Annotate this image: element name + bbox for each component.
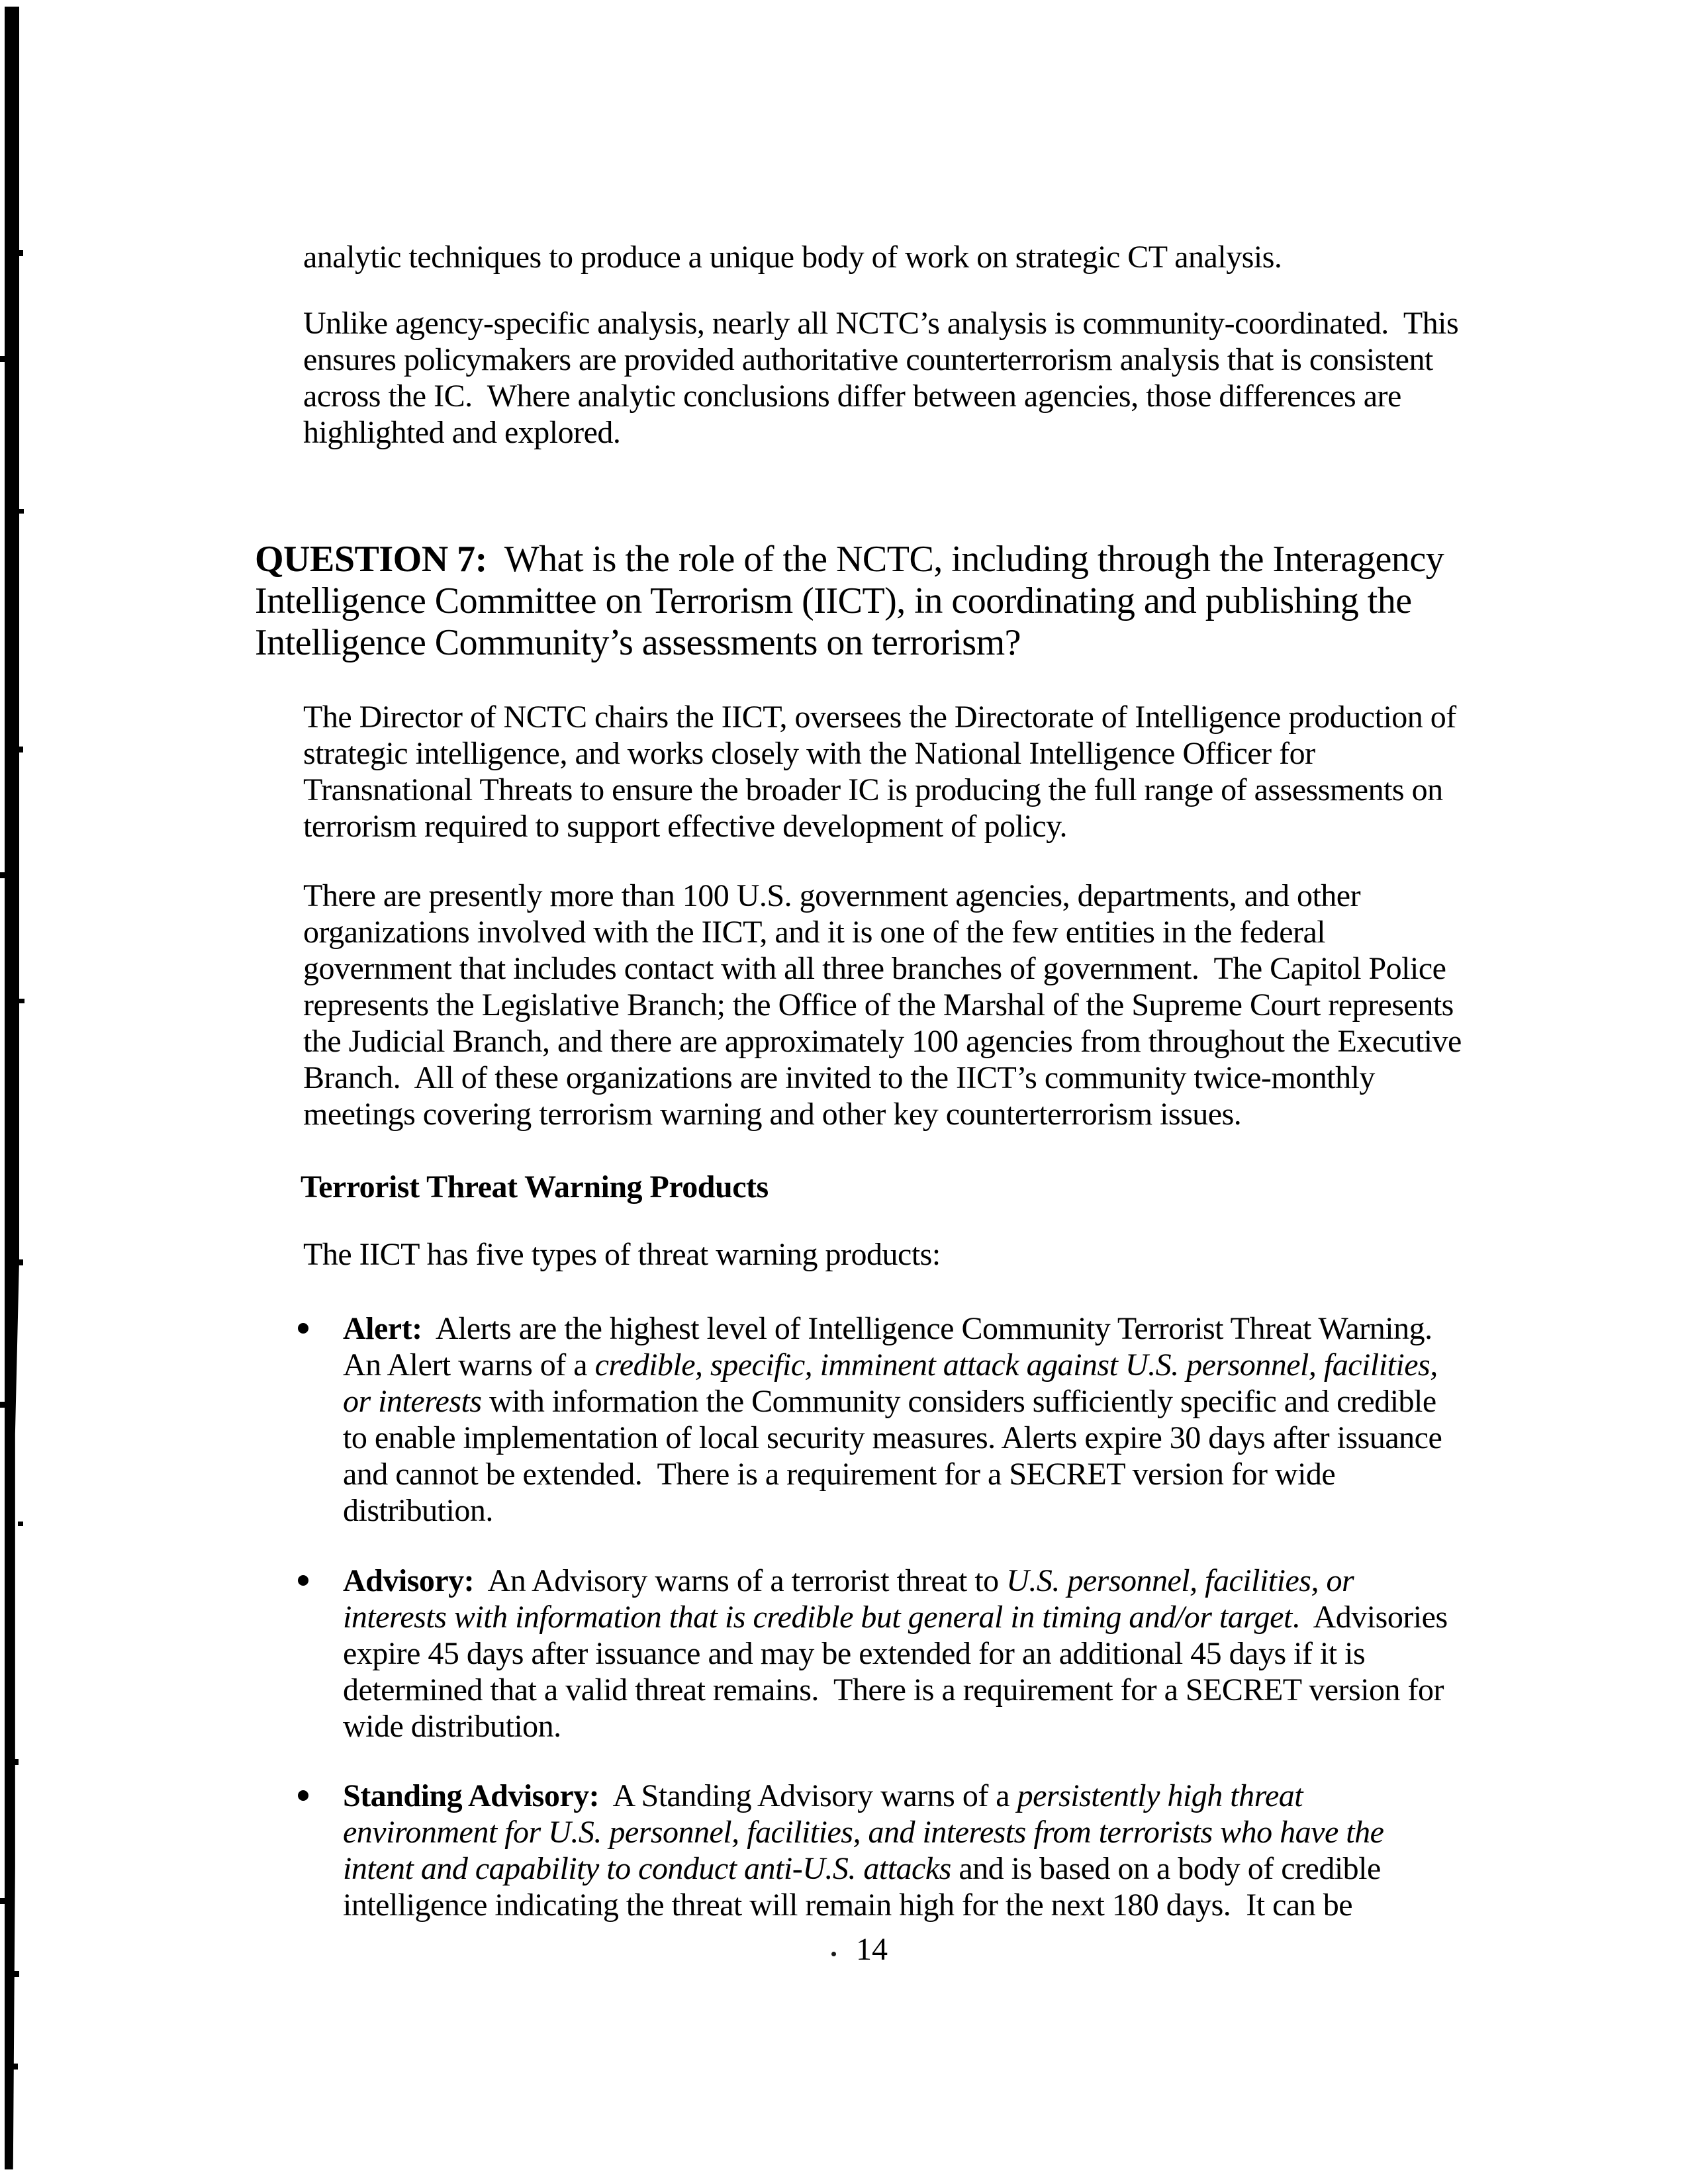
text-line: Alert: Alerts are the highest level of Intelligence Community Terrorist Threat Warning. [343,1311,1432,1346]
page-number: 14 [856,1932,888,1967]
text-line: Terrorist Threat Warning Products [301,1169,769,1205]
text-line: An Alert warns of a credible, specific, imminent attack against U.S. personnel, facilities, [343,1347,1438,1383]
bullet-text-standing-advisory [343,1778,1508,1923]
text-line: represents the Legislative Branch; the Office of the Marshal of the Supreme Court represents [303,987,1454,1023]
bullet-icon [298,1790,308,1801]
text-line: across the IC. Where analytic conclusions differ between agencies, those differences are [303,379,1401,414]
text-line: Advisory: An Advisory warns of a terrorist threat to U.S. personnel, facilities, or [343,1563,1354,1598]
text-line: environment for U.S. personnel, facilities, and interests from terrorists who have the [343,1815,1384,1850]
text-line: government that includes contact with all three branches of government. The Capitol Police [303,951,1446,986]
text-line: QUESTION 7: What is the role of the NCTC, including through the Interagency [255,539,1444,580]
bullet-icon [298,1575,308,1586]
text-line: or interests with information the Community considers sufficiently specific and credible [343,1384,1436,1419]
text-line: meetings covering terrorism warning and other key counterterrorism issues. [303,1097,1242,1132]
text-line: analytic techniques to produce a unique body of work on strategic CT analysis. [303,240,1282,275]
paragraph-director-nctc [303,699,1508,844]
text-line: expire 45 days after issuance and may be extended for an additional 45 days if it is [343,1636,1366,1671]
text-line: interests with information that is credible but general in timing and/or target. Advisories [343,1600,1448,1635]
text-line: distribution. [343,1493,493,1528]
bullet-item-alert [297,1310,1508,1529]
paragraph-unlike-agency-specific [303,305,1508,451]
scan-dot [831,1952,836,1956]
text-line: strategic intelligence, and works closely with the National Intelligence Officer for [303,736,1315,771]
scan-artifact-ticks [0,0,4,3]
bullet-text-advisory [343,1563,1508,1745]
text-line: the Judicial Branch, and there are approximately 100 agencies from throughout the Executive [303,1024,1462,1059]
paragraph-continuation [303,239,1508,275]
bullet-item-advisory [297,1563,1508,1745]
text-line: Branch. All of these organizations are invited to the IICT’s community twice-monthly [303,1060,1375,1095]
bullet-item-standing-advisory [297,1778,1508,1923]
paragraph-iict-five-types [303,1236,1508,1273]
text-line: The Director of NCTC chairs the IICT, oversees the Directorate of Intelligence production of [303,700,1456,735]
paragraph-presently-100-agencies [303,878,1508,1132]
text-line: determined that a valid threat remains. There is a requirement for a SECRET version for [343,1672,1444,1707]
text-line: organizations involved with the IICT, and it is one of the few entities in the federal [303,915,1326,950]
bullet-icon [298,1323,308,1334]
heading-terrorist-threat-warning-products [301,1169,1505,1205]
text-line: The IICT has five types of threat warning products: [303,1237,941,1272]
text-line: Intelligence Committee on Terrorism (IICT), in coordinating and publishing the [255,580,1412,621]
text-line: wide distribution. [343,1709,561,1744]
text-line: highlighted and explored. [303,415,621,450]
heading-question-7 [255,539,1513,664]
text-line: There are presently more than 100 U.S. government agencies, departments, and other [303,878,1361,913]
text-line: ensures policymakers are provided authoritative counterterrorism analysis that is consistent [303,342,1433,377]
text-line: intent and capability to conduct anti-U.S. attacks and is based on a body of credible [343,1851,1381,1886]
scan-artifact-band [5,7,19,2169]
text-line: and cannot be extended. There is a requirement for a SECRET version for wide [343,1457,1336,1492]
text-line: terrorism required to support effective development of policy. [303,809,1067,844]
text-line: Transnational Threats to ensure the broader IC is producing the full range of assessments on [303,772,1443,807]
text-line: Unlike agency-specific analysis, nearly all NCTC’s analysis is community-coordinated. This [303,306,1459,341]
text-line: to enable implementation of local security measures. Alerts expire 30 days after issuance [343,1420,1442,1455]
bullet-text-alert [343,1310,1508,1529]
text-line: Standing Advisory: A Standing Advisory warns of a persistently high threat [343,1778,1303,1813]
text-line: Intelligence Community’s assessments on terrorism? [255,622,1021,663]
text-line: intelligence indicating the threat will remain high for the next 180 days. It can be [343,1888,1352,1923]
